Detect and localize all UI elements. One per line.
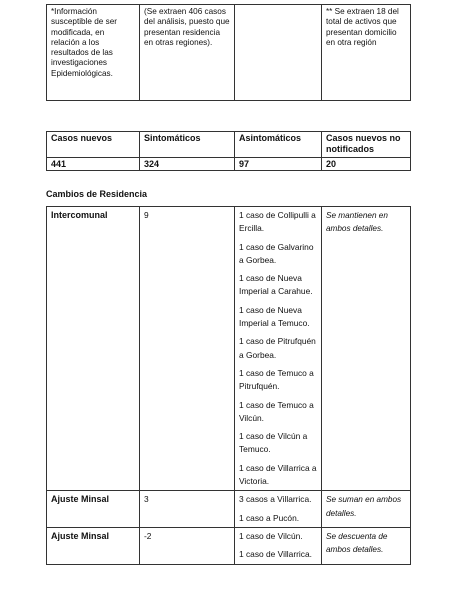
entries-cell — [235, 491, 322, 528]
list-item: 1 caso de Temuco a Pitrufquén. — [239, 367, 314, 392]
cases-summary-value-row — [47, 158, 411, 171]
list-item: 1 caso de Collipulli a Ercilla. — [239, 210, 316, 234]
category-cell: Intercomunal — [47, 207, 140, 491]
value-cell: 324 — [140, 158, 235, 171]
list-item: 1 caso de Villarrica a Victoria. — [239, 462, 317, 487]
residence-changes-table — [46, 206, 411, 565]
category-cell: Ajuste Minsal — [47, 491, 140, 528]
list-item: 1 caso a Pucón. — [239, 512, 300, 523]
list-item: 1 caso de Vilcún. — [239, 530, 303, 541]
cases-summary-table — [46, 131, 411, 171]
table-row — [47, 491, 411, 528]
list-item: 1 caso de Nueva Imperial a Carahue. — [239, 273, 313, 297]
value-cell: 441 — [47, 158, 140, 171]
list-item: 1 caso de Vilcún a Temuco. — [239, 431, 308, 455]
count-cell: -2 — [140, 527, 235, 564]
list-item: 1 caso de Villarrica. — [239, 549, 312, 560]
entries-cell — [235, 527, 322, 564]
value-cell: 20 — [322, 158, 411, 171]
header-cell: Asintomáticos — [235, 132, 322, 158]
list-item: 1 caso de Temuco a Vilcún. — [239, 399, 314, 423]
count-cell: 3 — [140, 491, 235, 528]
value-cell: 97 — [235, 158, 322, 171]
header-cell: Sintomáticos — [140, 132, 235, 158]
note-cell: Se mantienen en ambos detalles. — [322, 207, 411, 491]
info-note-cell — [235, 5, 322, 101]
list-item: 3 casos a Villarrica. — [239, 494, 312, 505]
info-notes-table — [46, 4, 411, 101]
list-item: 1 caso de Pitrufquén a Gorbea. — [239, 336, 316, 360]
table-row — [47, 527, 411, 564]
section-title: Cambios de Residencia — [46, 189, 148, 199]
info-note-cell: (Se extraen 406 casos del análisis, puesto que presentan residencia en otras regiones). — [140, 5, 235, 101]
list-item: 1 caso de Galvarino a Gorbea. — [239, 241, 314, 265]
entries-cell — [235, 207, 322, 491]
info-note-cell: ** Se extraen 18 del total de activos que presentan domicilio en otra región — [322, 5, 411, 101]
header-cell: Casos nuevos — [47, 132, 140, 158]
category-cell: Ajuste Minsal — [47, 527, 140, 564]
header-cell: Casos nuevos no notificados — [322, 132, 411, 158]
count-cell: 9 — [140, 207, 235, 491]
info-notes-row — [47, 5, 411, 101]
info-note-cell: *Información susceptible de ser modificada, en relación a los resultados de las investigaciones Epidemiológicas. — [47, 5, 140, 101]
note-cell: Se suman en ambos detalles. — [322, 491, 411, 528]
note-cell: Se descuenta de ambos detalles. — [322, 527, 411, 564]
list-item: 1 caso de Nueva Imperial a Temuco. — [239, 304, 310, 329]
table-row — [47, 207, 411, 491]
cases-summary-header-row — [47, 132, 411, 158]
